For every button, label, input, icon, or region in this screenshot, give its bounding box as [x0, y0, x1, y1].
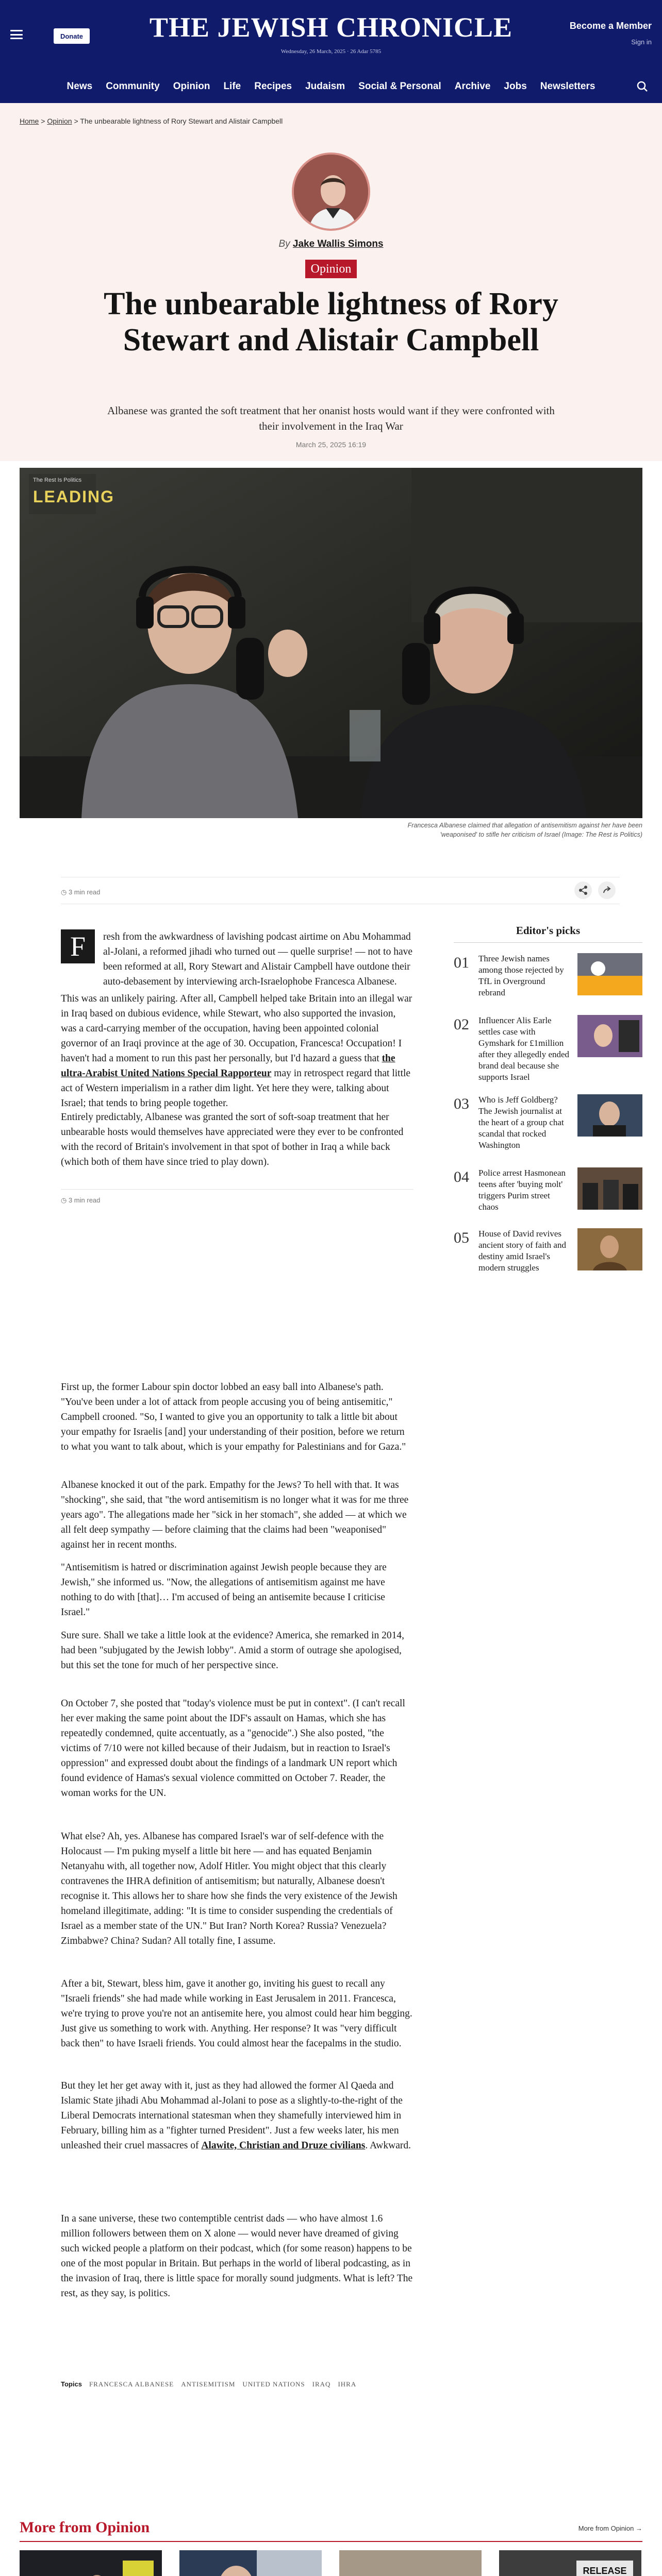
topic-link[interactable]: ANTISEMITISM: [181, 2380, 236, 2388]
become-member-link[interactable]: Become a Member: [569, 21, 652, 31]
dateline: Wednesday, 26 March, 2025 · 26 Adar 5785: [280, 48, 382, 55]
breadcrumb-opinion[interactable]: Opinion: [47, 117, 72, 125]
nav-news[interactable]: News: [67, 81, 93, 92]
paragraph-4: First up, the former Labour spin doctor lobbed an easy ball into Albanese's path. "You've been under a lot of attack from people accusing you of being antisemitic," Campbell crooned. "So, I wanted to give you an opportunity to talk a little bit about your empathy for Israelis [and] your understanding of their position, before we return to what you want to talk about, which is your empathy for Palestinians and for Gaza.": [61, 1382, 406, 1452]
pick-number: 05: [454, 1229, 469, 1246]
nav-life[interactable]: Life: [223, 81, 241, 92]
card-image[interactable]: [20, 2550, 162, 2576]
nav-social-personal[interactable]: Social & Personal: [358, 81, 441, 92]
pick-title[interactable]: House of David revives ancient story of faith and destiny amid Israel's modern struggles: [478, 1229, 566, 1273]
site-logo[interactable]: THE JEWISH CHRONICLE: [149, 12, 513, 43]
card-image[interactable]: [499, 2550, 641, 2576]
author-link[interactable]: Jake Wallis Simons: [292, 239, 384, 249]
topics-label: Topics: [61, 2380, 82, 2388]
image-caption: Francesca Albanese claimed that allegation of antisemitism against her have been 'weaponised' to stifle her criticism of Israel (Image: The Rest is Politics): [407, 822, 642, 838]
breadcrumb-home[interactable]: Home: [20, 117, 39, 125]
paragraph-7: Sure sure. Shall we take a little look at the evidence? America, she remarked in 2014, had been "subjugated by the Jewish lobby". Amid a storm of outrage she apologised, but this set the tone for much of her perspective since.: [61, 1630, 405, 1671]
hero-image: [20, 468, 642, 818]
image-badge: LEADING: [33, 487, 114, 506]
topic-link[interactable]: IHRA: [338, 2380, 357, 2388]
read-time-2: ◷ 3 min read: [61, 1196, 101, 1204]
read-time: ◷ 3 min read: [61, 888, 101, 896]
opinion-card-3[interactable]: [339, 2550, 482, 2576]
pick-thumbnail[interactable]: [577, 1167, 642, 1210]
pick-thumbnail[interactable]: [577, 1094, 642, 1137]
pick-thumbnail[interactable]: [577, 953, 642, 995]
byline-prefix: By: [278, 239, 290, 249]
paragraph-1: resh from the awkwardness of lavishing podcast airtime on Abu Mohammad al-Jolani, a reformed jihadi who turned out — quelle surprise! — not to have been reformed at all, Rory Stewart and Alistair Campbell have outdone their auto-debasement by interviewing arch-Israelophobe Francesca Albanese.: [103, 931, 413, 987]
byline: [0, 239, 662, 250]
paragraph-8: On October 7, she posted that "today's violence must be put in context". (I can't recall her ever making the same point about the IDF's assault on Hamas, which she has repeatedly condemned, quite accentuatly, as a "genocide".) She also posted, "the victims of 7/10 were not killed because of their Judaism, but in reaction to Israel's oppression" and expressed doubt about the findings of a landmark UN report which found evidence of Hamas's sexual violence committed on October 7. Reader, the woman works for the UN.: [61, 1698, 405, 1799]
breadcrumb-separator: >: [41, 117, 47, 125]
pick-number: 04: [454, 1168, 469, 1185]
card-image[interactable]: [339, 2550, 482, 2576]
donate-button[interactable]: Donate: [54, 28, 90, 44]
pick-title[interactable]: Who is Jeff Goldberg? The Jewish journalist at the heart of a group chat scandal that rocked Washington: [478, 1095, 564, 1150]
breadcrumb: [20, 117, 283, 125]
opinion-card-2[interactable]: [179, 2550, 322, 2576]
search-icon[interactable]: [636, 80, 649, 93]
author-avatar[interactable]: [292, 152, 370, 231]
article-standfirst: Albanese was granted the soft treatment that her onanist hosts would want if they were confronted with their involvement in the Iraq War: [107, 404, 555, 432]
more-from-opinion-title: More from Opinion: [20, 2519, 150, 2536]
section-tag[interactable]: Opinion: [305, 260, 357, 278]
pick-thumbnail[interactable]: [577, 1228, 642, 1270]
share-button[interactable]: [574, 882, 592, 899]
article-headline: The unbearable lightness of Rory Stewart and Alistair Campbell: [104, 286, 558, 358]
nav-community[interactable]: Community: [106, 81, 160, 92]
main-nav: [0, 70, 662, 103]
forward-icon: [598, 882, 616, 899]
nav-judaism[interactable]: Judaism: [305, 81, 345, 92]
card-banner-text: RELEASE: [583, 2566, 627, 2576]
pick-title[interactable]: Police arrest Hasmonean teens after 'buying molt' triggers Purim street chaos: [478, 1168, 566, 1212]
editors-picks-title: Editor's picks: [454, 924, 642, 943]
drop-cap: F: [61, 929, 95, 963]
paragraph-12: In a sane universe, these two contemptible centrist dads — who have almost 1.6 million followers between them on X alone — would never have dreamed of giving such wicked people a platform on their podcast, which (for some reason) happens to be one of the most popular in Britain. But perhaps in the world of liberal podcasting, as in the invasion of Iraq, there is little space for morally sound judgments. What is left? The rest, as they say, is politics.: [61, 2213, 413, 2299]
pick-title[interactable]: Influencer Alis Earle settles case with Gymshark for £1million after they allegedly ended brand deal because she supports Israel: [478, 1015, 570, 1082]
paragraph-10: After a bit, Stewart, bless him, gave it another go, inviting his guest to recall any "Israeli friends" she had made while working in East Jerusalem in 2011. Francesca, we're trying to prove you're not an antisemite here, you almost could hear him begging. Just give us something to work with. Anything. Her response? It was "very difficult back then" to have Israeli friends. You could almost hear the facepalms in the studio.: [61, 1978, 412, 2049]
paragraph-3: Entirely predictably, Albanese was granted the sort of soft-soap treatment that her unbearable hosts would themselves have appreciated were they ever to be confronted with the record of Britain's involvement in that spot of bother in Iraq a while back (which both of them have since tried to play down).: [61, 1112, 404, 1167]
pick-number: 01: [454, 954, 469, 971]
section-rule: [20, 2541, 642, 2542]
paragraph-6: "Antisemitism is hatred or discrimination against Jewish people because they are Jewish," she informed us. "Now, the allegations of antisemitism against me have nothing to do with [that]… I'm accused of being an antisemite because I criticise Israel.": [61, 1562, 387, 1618]
topic-link[interactable]: FRANCESCA ALBANESE: [89, 2380, 174, 2388]
pick-number: 03: [454, 1095, 469, 1112]
nav-archive[interactable]: Archive: [454, 81, 491, 92]
breadcrumb-separator: >: [74, 117, 80, 125]
paragraph-9: What else? Ah, yes. Albanese has compared Israel's war of self-defence with the Holocaust — I'm puking myself a little bit here — and has equated Benjamin Netanyahu with, all together now, Adolf Hitler. You might object that this clearly contravenes the IHRA definition of antisemitism; but naturally, Albanese doesn't recognise it. This allows her to share how she finds the very existence of the Jewish homeland illegitimate, adding: "It is time to consider suspending the credentials of Israel as a member state of the UN." But Iran? North Korea? Russia? Venezuela? Zimbabwe? China? Sudan? All totally fine, I assume.: [61, 1831, 398, 1946]
paragraph-11: But they let her get away with it, just as they had allowed the former Al Qaeda and Islamic State jihadi Abu Mohammad al-Jolani to pose as a slightly-to-the-right of the Liberal Democrats international statesman when they shamefully interviewed him in February, billing him as a "fighter turned President". Just a few weeks later, his men unleashed their cruel massacres of Alawite, Christian and Druze civilians. Awkward.: [61, 2080, 411, 2151]
topic-link[interactable]: UNITED NATIONS: [242, 2380, 305, 2388]
opinion-card-4[interactable]: [499, 2550, 641, 2576]
sign-in-link[interactable]: Sign in: [631, 38, 652, 46]
publish-date: March 25, 2025 16:19: [295, 440, 367, 449]
paragraph-5: Albanese knocked it out of the park. Empathy for the Jews? To hell with that. It was "shocking", she said, that "the word antisemitism is no longer what it was for me three years ago". The allegations made her "sick in her stomach", she added — at which we all felt deep sympathy — before claiming that the claims had been "weaponised" against her in recent months.: [61, 1480, 409, 1550]
inline-link-rapporteur[interactable]: the ultra-Arabist United Nations Special Rapporteur: [61, 1053, 395, 1079]
divider: [61, 1189, 413, 1190]
pick-number: 02: [454, 1016, 469, 1033]
share-icon: [574, 882, 592, 899]
paragraph-2: This was an unlikely pairing. After all, Campbell helped take Britain into an illegal war in Iraq based on dubious evidence, while Stewart, who also supported the invasion, was a card-carrying member of the occupation, having been appointed colonial governor of an Iraqi province at the age of 30. Occupation, Francesca! Occupation! I haven't had a moment to run this past her personally, but I'd hazard a guess that the ultra-Arabist United Nations Special Rapporteur may in retrospect regard that little act of Western imperialism in a rather dim light. Yet here they were, talking about Israel; that tends to bring people together.: [61, 993, 412, 1109]
pick-thumbnail[interactable]: [577, 1015, 642, 1057]
topic-link[interactable]: IRAQ: [312, 2380, 331, 2388]
read-time-text: 3 min read: [68, 888, 101, 896]
nav-jobs[interactable]: Jobs: [504, 81, 527, 92]
card-image[interactable]: [179, 2550, 322, 2576]
topics-list: [61, 2380, 356, 2388]
image-badge-subtitle: The Rest Is Politics: [33, 477, 82, 483]
forward-button[interactable]: [598, 882, 616, 899]
pick-title[interactable]: Three Jewish names among those rejected by TfL in Overground rebrand: [478, 954, 564, 997]
breadcrumb-current: The unbearable lightness of Rory Stewart and Alistair Campbell: [80, 117, 283, 125]
nav-newsletters[interactable]: Newsletters: [540, 81, 595, 92]
more-from-opinion-link[interactable]: More from Opinion →: [578, 2524, 642, 2532]
nav-recipes[interactable]: Recipes: [254, 81, 292, 92]
nav-opinion[interactable]: Opinion: [173, 81, 210, 92]
site-header: [0, 0, 662, 70]
opinion-card-1[interactable]: [20, 2550, 162, 2576]
inline-link-massacres[interactable]: Alawite, Christian and Druze civilians: [201, 2140, 366, 2151]
